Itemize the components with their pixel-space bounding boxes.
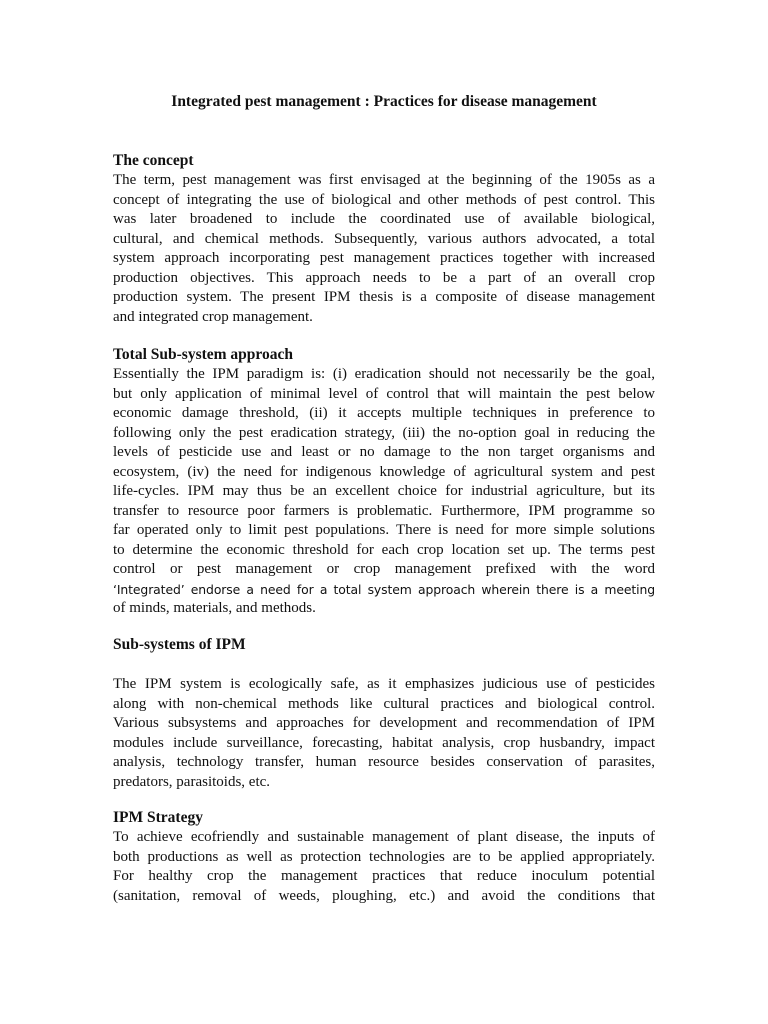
paragraph-line: (sanitation, removal of weeds, ploughing, etc.) and avoid the conditions that: [113, 887, 655, 904]
paragraph-line: transfer to resource poor farmers is problematic. Furthermore, IPM programme so: [113, 502, 655, 519]
paragraph-line: production objectives. This approach needs to be a part of an overall crop: [113, 269, 655, 286]
paragraph-line: both productions as well as protection technologies are to be applied appropriately.: [113, 848, 655, 865]
paragraph-line: To achieve ecofriendly and sustainable management of plant disease, the inputs of: [113, 829, 655, 845]
document-title: Integrated pest management : Practices for disease management: [171, 93, 597, 110]
section-heading-the-concept: The concept: [113, 152, 194, 169]
paragraph-line: and integrated crop management.: [113, 308, 313, 325]
paragraph-line: was later broadened to include the coordinated use of available biological,: [113, 211, 655, 227]
paragraph-line: system approach incorporating pest management practices together with increased: [113, 250, 655, 266]
paragraph-line: concept of integrating the use of biological and other methods of pest control. This: [113, 191, 655, 208]
paragraph-line: For healthy crop the management practices that reduce inoculum potential: [113, 868, 655, 884]
paragraph-line: Various subsystems and approaches for development and recommendation of IPM: [113, 715, 655, 731]
paragraph-line: The term, pest management was first envisaged at the beginning of the 1905s as a: [113, 172, 655, 188]
paragraph-line: far operated only to limit pest populations. There is need for more simple solutions: [113, 522, 655, 538]
section-heading-sub-systems-of-ipm: Sub-systems of IPM: [113, 636, 246, 653]
paragraph-line: of minds, materials, and methods.: [113, 600, 316, 616]
paragraph-line: cultural, and chemical methods. Subsequently, various authors advocated, a total: [113, 230, 655, 247]
section-paragraph-the-concept: [113, 171, 655, 327]
paragraph-line: The IPM system is ecologically safe, as it emphasizes judicious use of pesticides: [113, 676, 655, 692]
section-heading-total-sub-system-approach: Total Sub-system approach: [113, 346, 294, 363]
paragraph-line: analysis, technology transfer, human resource besides conservation of parasites,: [113, 754, 655, 770]
paragraph-line: predators, parasitoids, etc.: [113, 773, 271, 790]
paragraph-line: along with non-chemical methods like cultural practices and biological control.: [113, 695, 655, 712]
paragraph-line: but only application of minimal level of control that will maintain the pest below: [113, 385, 655, 402]
paragraph-line: economic damage threshold, (ii) it accepts multiple techniques in preference to: [113, 405, 655, 421]
paragraph-line: ecosystem, (iv) the need for indigenous knowledge of agricultural system and pest: [113, 463, 655, 480]
paragraph-line: levels of pesticide use and least or no damage to the non target organisms and: [113, 444, 655, 460]
paragraph-line: following only the pest eradication strategy, (iii) the no-option goal in reducing the: [113, 424, 655, 441]
paragraph-line: Essentially the IPM paradigm is: (i) eradication should not necessarily be the goal,: [113, 366, 655, 382]
section-paragraph-ipm-strategy: [113, 828, 655, 906]
section-heading-ipm-strategy: IPM Strategy: [113, 809, 203, 826]
paragraph-line: production system. The present IPM thesis is a composite of disease management: [113, 289, 655, 305]
section-paragraph-total-sub-system-approach: [113, 365, 655, 619]
paragraph-line: life-cycles. IPM may thus be an excellent choice for industrial agriculture, but its: [113, 483, 655, 499]
paragraph-line: control or pest management or crop management prefixed with the word: [113, 561, 655, 577]
paragraph-line: modules include surveillance, forecasting, habitat analysis, crop husbandry, impact: [113, 734, 655, 751]
paragraph-line: ‘Integrated’ endorse a need for a total system approach wherein there is a meeting: [113, 581, 655, 597]
paragraph-line: to determine the economic threshold for each crop location set up. The terms pest: [113, 541, 655, 558]
section-paragraph-sub-systems-of-ipm: [113, 675, 655, 792]
